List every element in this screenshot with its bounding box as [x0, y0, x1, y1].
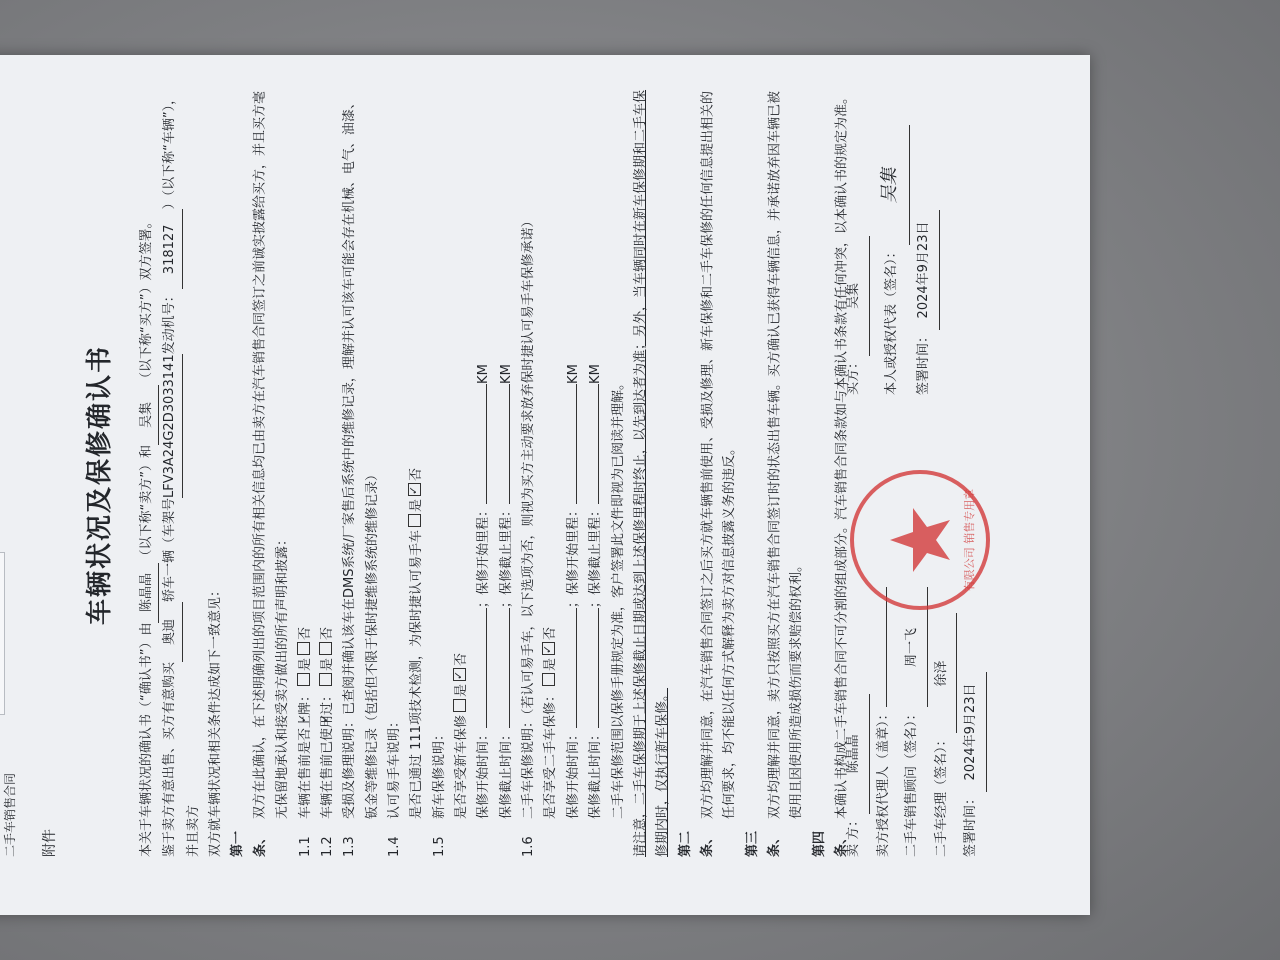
item-1-6-note: 二手车保修范围以保修手册规定为准，客户签署此文件即视为已阅读并理解。 — [610, 376, 626, 819]
item-number: 1.2 — [319, 836, 335, 857]
field-label: 保修开始时间： — [476, 727, 492, 819]
intro-text: 本关于车辆状况的确认书（“确认书”）由 — [139, 622, 154, 857]
field-label: 保修截止里程： — [498, 503, 514, 595]
item-1-6-start: 保修开始时间：；保修开始里程：KM — [565, 364, 581, 819]
field-label: 本人或授权代表（签名）： — [883, 245, 899, 395]
field-label: 签署时间： — [916, 329, 932, 395]
blank-field[interactable] — [509, 608, 510, 728]
item-1-2 — [317, 87, 339, 857]
buyer-row — [840, 125, 870, 395]
option-label: 是 — [297, 657, 313, 671]
blank-field[interactable] — [486, 608, 487, 728]
buyer-signature-block — [840, 125, 940, 395]
checkbox-no[interactable] — [319, 642, 332, 655]
option-label: 否 — [319, 626, 335, 640]
blank-field[interactable] — [576, 384, 577, 504]
item-1-1 — [295, 87, 317, 857]
buyer-sign-name: 吴集 — [840, 236, 870, 356]
item-text: 车辆在售前是否上牌： — [297, 688, 313, 819]
field-label: 保修开始里程： — [565, 503, 581, 595]
option-label: 是 — [319, 657, 335, 671]
rep-signature-field[interactable] — [870, 125, 911, 245]
article-label: 第三条、 — [744, 830, 783, 857]
field-label: 二手车销售顾问（签名）： — [904, 707, 920, 857]
item-text: 新车保修说明： — [431, 727, 447, 819]
article-text: 双方在此确认，在下述明确列出的项目范围内的所有相关信息均已由卖方在汽车销售合同签订之前诚实披露给买方，并且买方毫无保留地承认和接受卖方做出的所有声明和披露： — [252, 90, 291, 819]
seller-signature-block — [840, 587, 987, 857]
article-text: 双方均理解并同意，卖方只按照买方在汽车销售合同签订时的状态出售车辆。买方确认已获得车辆信息，并承诺放弃因车辆已被使用且因使用所造成损伤而要求赔偿的权利。 — [767, 90, 805, 819]
vin-field: LFV3A24G2D3033141 — [159, 354, 182, 498]
item-1-6 — [518, 87, 540, 857]
checkbox-yes[interactable] — [319, 673, 332, 686]
item-subtext: 是否享受二手车保修： — [543, 688, 559, 819]
option-label: 否 — [297, 626, 313, 640]
item-text: 二手车保修说明：（若认可易手车，以下选项为否，则视为买方主动要求放弃保时捷认可易手车保修承诺） — [521, 214, 537, 819]
item-text: 认可易手车说明： — [386, 714, 402, 819]
intro-text: 轿车一辆（车架号 — [162, 497, 178, 602]
field-label: 保修截止时间： — [498, 727, 514, 819]
seller-row — [840, 587, 870, 857]
rep-row — [870, 125, 911, 395]
article-text: 本确认书构成二手车销售合同不可分割的组成部分。汽车销售合同条款如与本确认书条款有任何冲突，以本确认书的规定为准。 — [834, 90, 850, 819]
item-1-3 — [339, 87, 384, 857]
item-1-5-sub — [451, 87, 473, 857]
seller-name-field: 陈晶晶 — [136, 563, 159, 623]
item-1-5-end: 保修截止时间：；保修截止里程：KM — [498, 364, 514, 819]
field-label: 保修开始时间： — [565, 727, 581, 819]
item-number: 1.4 — [386, 836, 402, 857]
article-label: 第四条、 — [811, 830, 850, 857]
warranty-notice: 请注意，二手车保修期于上述保修截止日期或达到上述保修里程时终止，以先到达者为准；另外，当车辆同时在新车保修期和二手车保修期内时，仅执行新车保修。 — [632, 89, 671, 857]
document-page — [0, 55, 1090, 915]
item-1-6-end: 保修截止时间：；保修截止里程：KM — [588, 364, 604, 819]
seller-sign-name: 陈晶晶 — [840, 694, 870, 814]
article-text: 双方均理解并同意，在汽车销售合同签订之后买方就车辆售前使用、受损及修理、新车保修和二手车保修的任何信息提出相关的任何要求，均不能以任何方式解释为卖方对信息披露义务的违反。 — [699, 90, 738, 819]
unit-label: KM — [588, 364, 604, 384]
item-number: 1.3 — [342, 836, 358, 857]
intro-line-1 — [136, 87, 159, 857]
blank-field[interactable] — [598, 608, 599, 728]
unit-label: KM — [565, 364, 581, 384]
checkbox-yes[interactable] — [408, 514, 421, 527]
item-number: 1.1 — [297, 836, 313, 857]
item-1-4-sub — [406, 87, 428, 857]
intro-line-3: 双方就车辆状况和相关条件达成如下一致意见： — [208, 583, 224, 857]
checkbox-yes[interactable] — [542, 673, 555, 686]
consultant-name: 周一飞 — [898, 587, 928, 707]
article-label: 第二条、 — [677, 830, 715, 857]
article-2 — [675, 87, 742, 857]
attachment-tab — [0, 552, 5, 715]
item-1-4 — [384, 87, 406, 857]
seller-date-row — [957, 587, 987, 857]
item-subtext: 是否已通过 111项技术检测，为保时捷认可易手车 — [409, 530, 425, 819]
blank-field[interactable] — [598, 384, 599, 504]
unit-label: KM — [498, 364, 514, 384]
checkbox-no[interactable] — [408, 483, 421, 496]
field-label: 卖方授权代理人（盖章）： — [875, 707, 891, 857]
intro-line-2 — [159, 87, 205, 857]
option-label: 是 — [543, 657, 559, 671]
item-1-6-sub — [540, 87, 562, 857]
intro-text: 发动机号： — [162, 289, 178, 355]
field-label: 签署时间： — [963, 791, 979, 857]
field-label: 保修开始里程： — [476, 503, 492, 595]
engine-number-field: 318127 — [159, 209, 182, 289]
checkbox-no[interactable] — [297, 642, 310, 655]
checkbox-yes[interactable] — [453, 699, 466, 712]
article-label: 第一条、 — [230, 830, 268, 857]
field-label: 买方： — [846, 355, 861, 395]
item-number: 1.5 — [431, 836, 447, 857]
buyer-sign-date: 2024年9月23日 — [910, 210, 940, 330]
blank-field[interactable] — [509, 384, 510, 504]
agent-row — [870, 587, 899, 857]
option-label: 否 — [454, 652, 470, 666]
item-text: 车辆在售前已使用过： — [319, 688, 335, 819]
buyer-name-field: 吴集 — [136, 385, 159, 445]
checkbox-no[interactable] — [542, 642, 555, 655]
blank-field[interactable] — [486, 384, 487, 504]
company-seal — [845, 465, 995, 615]
blank-field[interactable] — [576, 608, 577, 728]
seal-text: 有限公司 销售专用章 — [963, 488, 976, 592]
checkbox-no[interactable] — [453, 668, 466, 681]
option-label: 是 — [454, 683, 470, 697]
field-label: 保修截止里程： — [588, 503, 604, 595]
item-1-5-start: 保修开始时间：；保修开始里程：KM — [476, 364, 492, 819]
intro-text: （以下称“卖方”）和 — [139, 445, 154, 563]
item-text: 受损及修理说明：已查阅并确认该车在DMS系统/厂家售后系统中的维修记录，理解并认可该车可能会存在机械、电气、油漆、钣金等维修记录（包括但不限于保时捷维修系统的维修记录） — [342, 96, 380, 819]
document-sheet — [0, 55, 1090, 915]
contract-header-label: 二手车销售合同 — [3, 772, 17, 857]
item-1-5 — [429, 87, 451, 857]
intro-text: （以下称“买方”）双方签署。 — [139, 215, 154, 386]
manager-row — [928, 587, 958, 857]
seller-sign-date: 2024年9月23日 — [957, 672, 987, 792]
consultant-row — [898, 587, 928, 857]
item-number: 1.6 — [521, 836, 537, 857]
field-label: 二手车经理（签名）： — [933, 733, 949, 857]
handwritten-signature: 吴集 — [878, 167, 900, 204]
option-label: 是 — [409, 499, 425, 513]
field-label: 卖 方： — [846, 813, 861, 857]
attachment-label: 附件 — [42, 829, 58, 857]
option-label: 否 — [409, 468, 425, 482]
manager-name: 徐泽 — [928, 613, 958, 733]
intro-text: ）（以下称“车辆”），并且卖方 — [162, 91, 201, 857]
document-title: 车辆状况及保修确认书 — [85, 345, 115, 626]
document-body — [136, 87, 854, 857]
field-label: 保修截止时间： — [588, 727, 604, 819]
unit-label: KM — [476, 364, 492, 384]
buyer-date-row — [910, 125, 940, 395]
intro-text: 鉴于卖方有意出售、买方有意购买 — [162, 661, 178, 857]
brand-field: 奥迪 — [159, 602, 182, 662]
item-subtext: 是否享受新车保修 — [454, 714, 470, 819]
checkbox-yes[interactable] — [297, 673, 310, 686]
article-3 — [742, 87, 809, 857]
option-label: 否 — [543, 626, 559, 640]
article-1 — [227, 87, 294, 857]
